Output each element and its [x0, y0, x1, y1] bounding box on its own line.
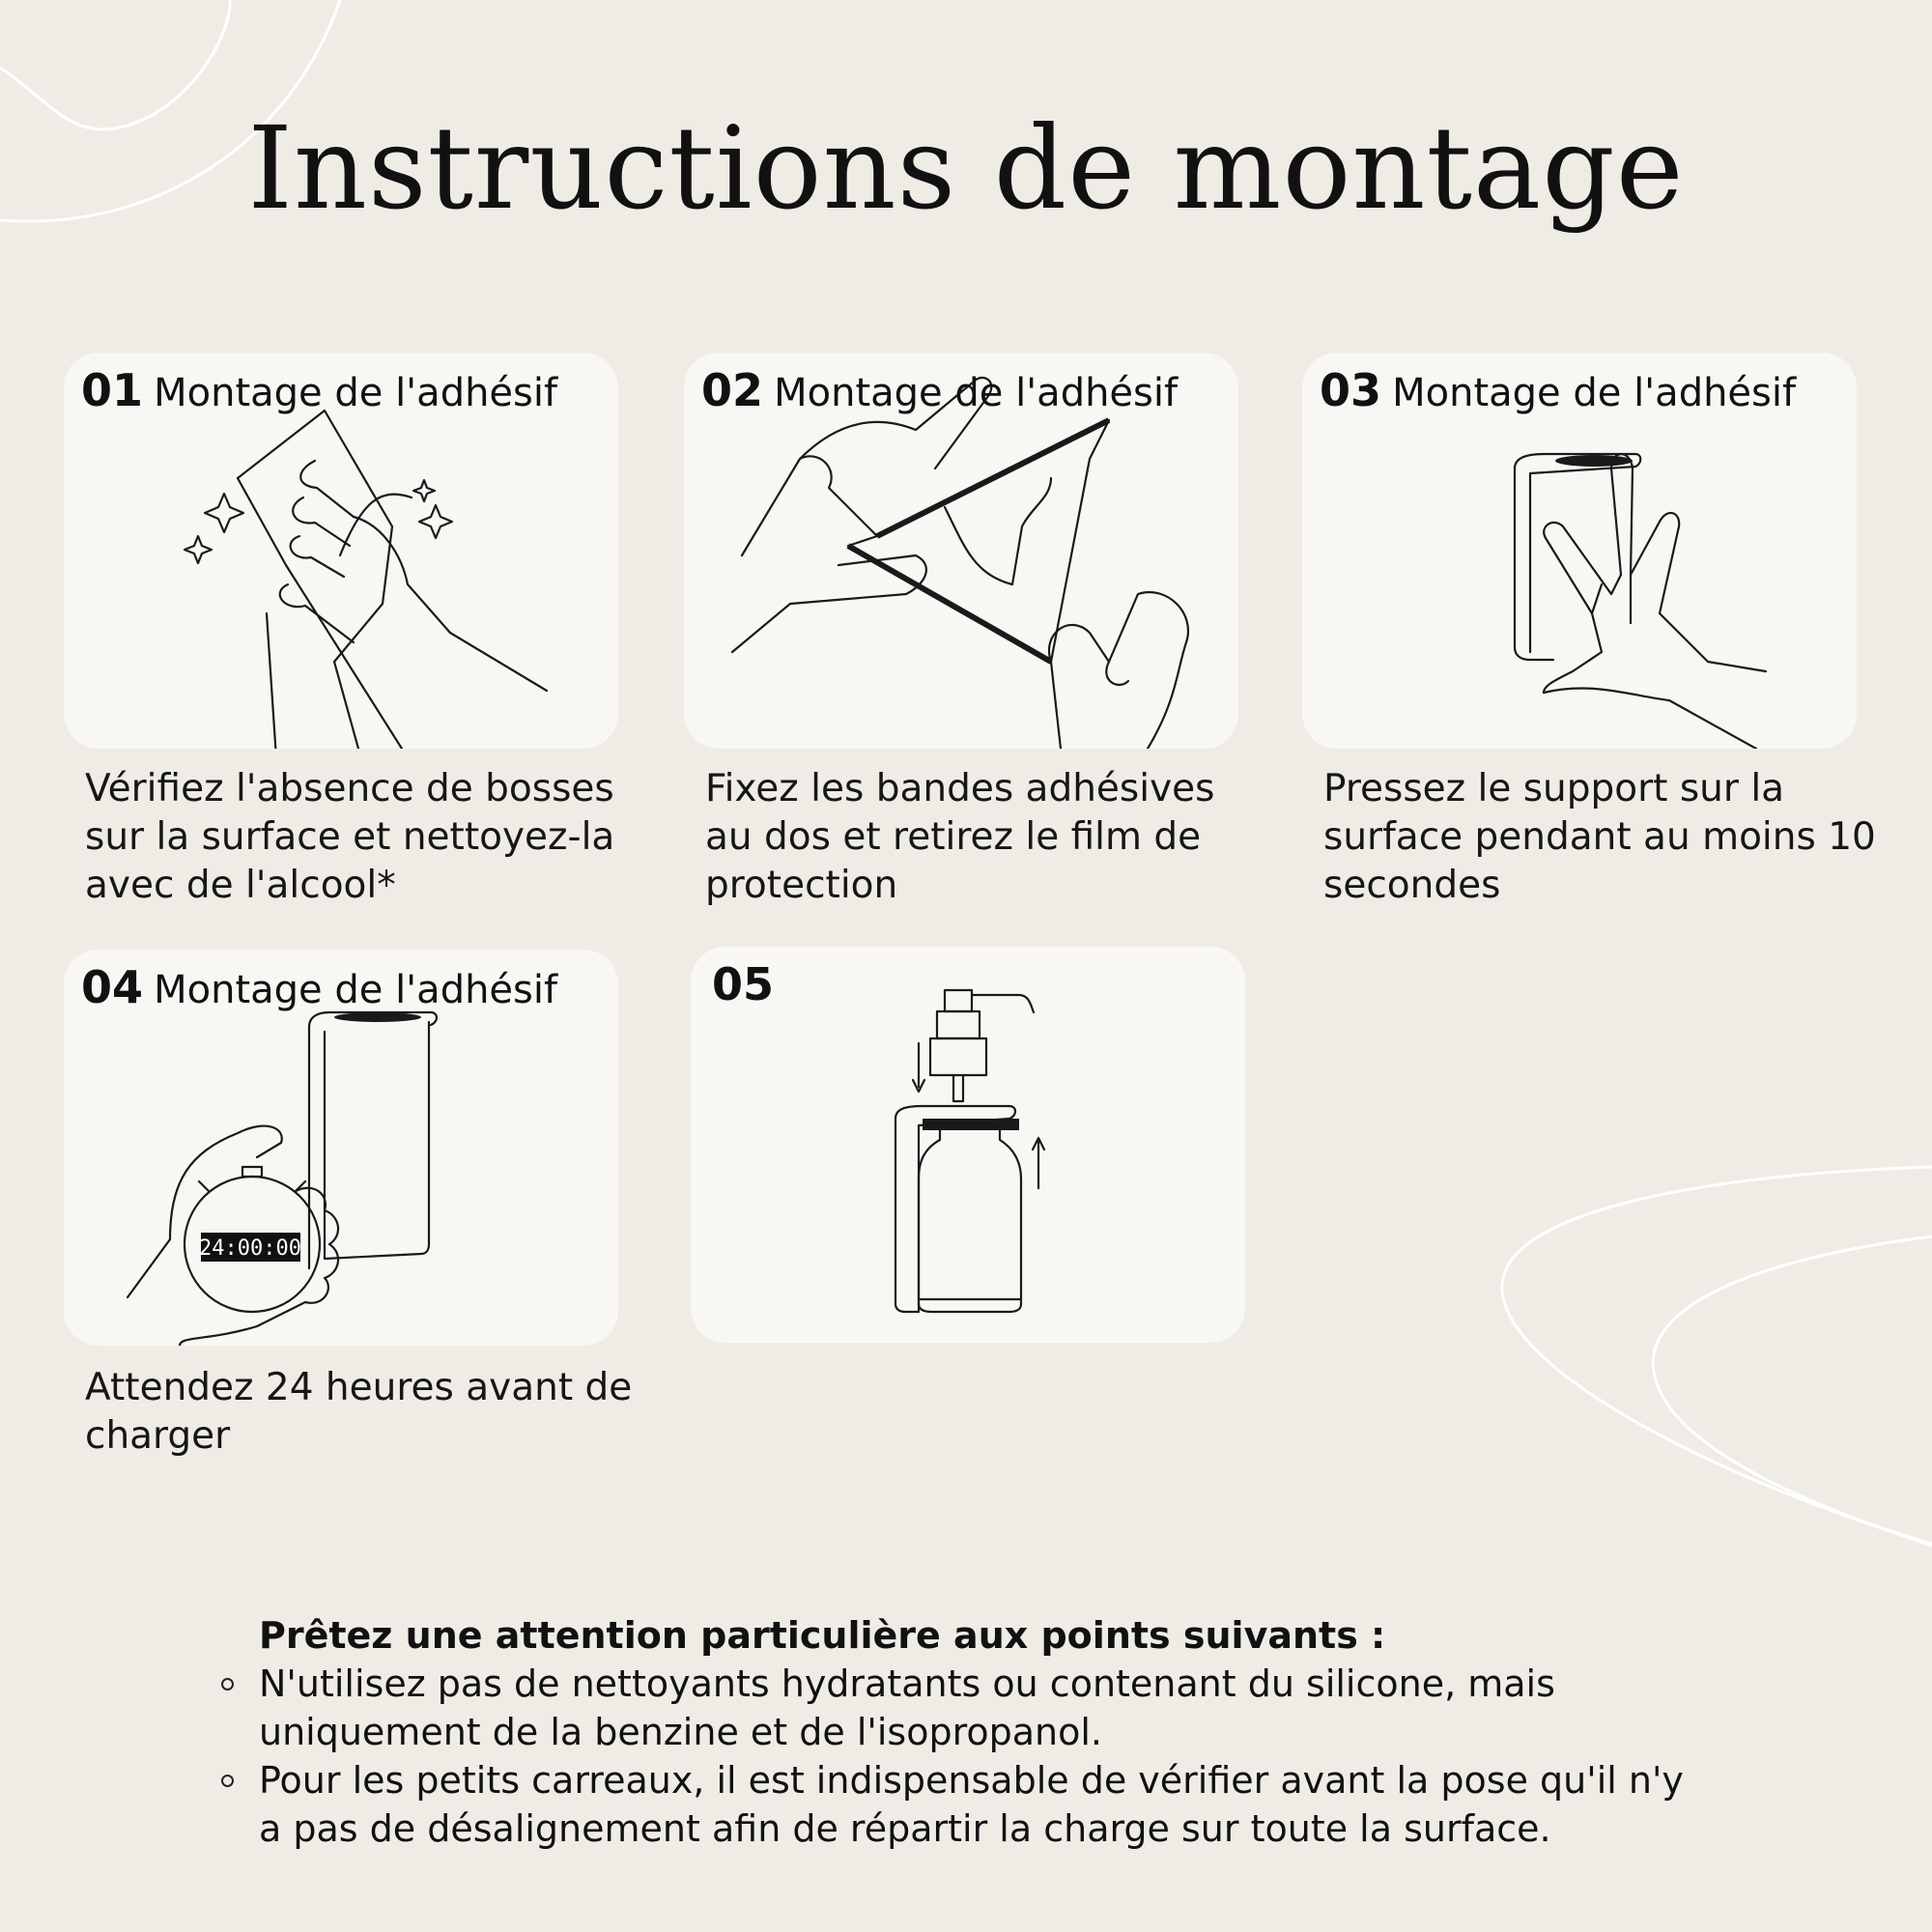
notes-title: Prêtez une attention particulière aux points suivants :	[259, 1614, 1386, 1657]
step-label: Montage de l'adhésif	[154, 371, 558, 415]
step-label: Montage de l'adhésif	[154, 968, 558, 1012]
step-description-02: Fixez les bandes adhésives au dos et retirez le film de protection	[705, 767, 1215, 907]
step-card-01	[64, 353, 618, 749]
list-item: Pour les petits carreaux, il est indispensable de vérifier avant la pose qu'il n'y a pas de désalignement afin de répartir la charge sur toute la surface.	[208, 1756, 1773, 1853]
dispenser-assembly-icon	[691, 947, 1245, 1343]
step-card-05	[691, 947, 1245, 1343]
step-label: Montage de l'adhésif	[1392, 371, 1797, 415]
notes-list	[208, 1660, 1773, 1853]
step-card-03	[1302, 353, 1857, 749]
step-number: 02	[701, 364, 764, 416]
bullet-icon	[221, 1775, 234, 1787]
step-number: 03	[1320, 364, 1382, 416]
step-description-03: Pressez le support sur la surface pendant au moins 10 secondes	[1323, 767, 1876, 907]
page-title: Instructions de montage	[247, 101, 1685, 235]
attention-notes	[208, 1611, 1773, 1853]
timer-readout: 24:00:00	[199, 1236, 301, 1261]
step-card-04	[64, 950, 618, 1346]
step-card-02	[684, 353, 1238, 749]
step-number: 04	[81, 961, 144, 1013]
list-item: N'utilisez pas de nettoyants hydratants ou contenant du silicone, mais uniquement de la benzine et de l'isopropanol.	[208, 1660, 1773, 1756]
step-description-04: Attendez 24 heures avant de charger	[85, 1366, 633, 1458]
bullet-icon	[221, 1678, 234, 1690]
step-label: Montage de l'adhésif	[774, 371, 1179, 415]
step-number: 01	[81, 364, 144, 416]
step-number: 05	[712, 958, 775, 1010]
step-description-01: Vérifiez l'absence de bosses sur la surface et nettoyez-la avec de l'alcool*	[85, 767, 615, 907]
